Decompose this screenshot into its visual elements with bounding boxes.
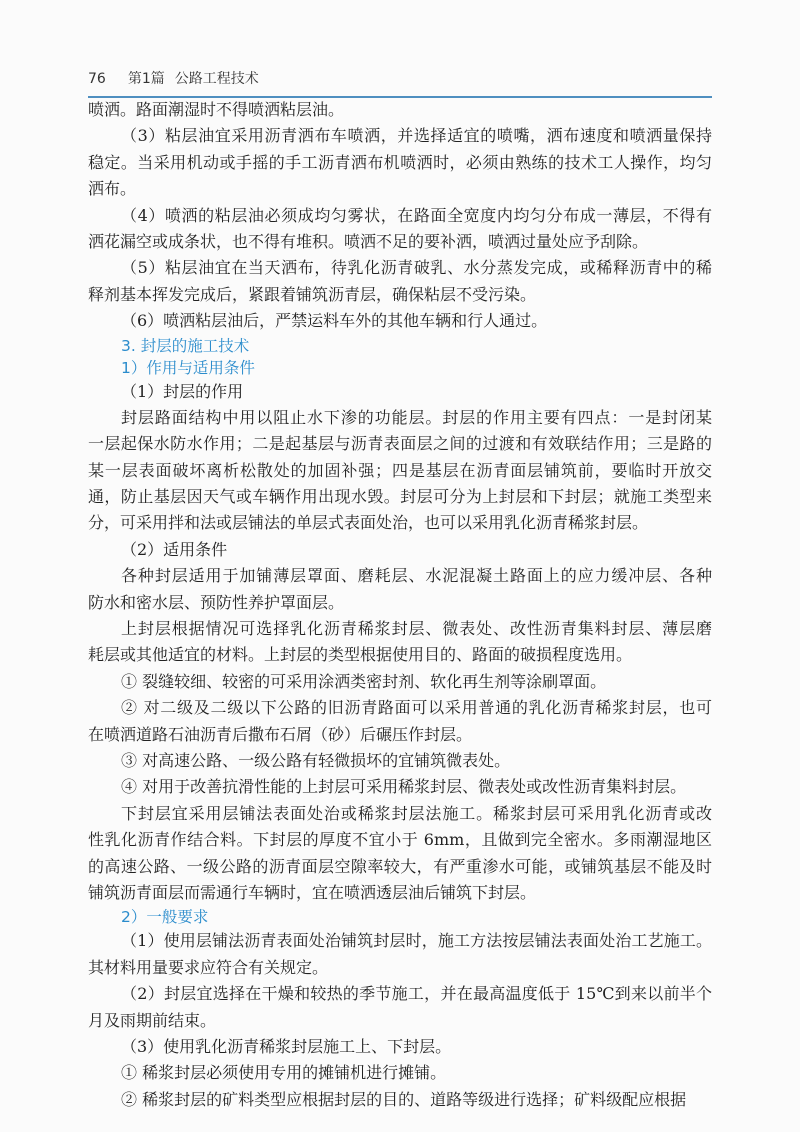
text-line: 的高速公路、一级公路的沥青面层空隙率较大，有严重渗水可能，或铺筑基层不能及时 xyxy=(88,856,712,876)
paragraph xyxy=(88,748,712,774)
text-line: （1）封层的作用 xyxy=(121,381,244,401)
text-line: 洒花漏空或成条状，也不得有堆积。喷洒不足的要补洒，喷洒过量处应予刮除。 xyxy=(88,231,649,251)
paragraph xyxy=(88,308,712,334)
paragraph xyxy=(88,695,712,748)
text-line: 某一层表面破坏离析松散处的加固补强；四是基层在沥青面层铺筑前，要临时开放交 xyxy=(88,460,712,480)
paragraph xyxy=(88,1060,712,1086)
running-header xyxy=(88,68,281,88)
paragraph xyxy=(88,669,712,695)
text-line: （1）使用层铺法沥青表面处治铺筑封层时，施工方法按层铺法表面处治工艺施工。 xyxy=(121,931,712,951)
text-line: 通，防止基层因天气或车辆作用出现水毁。封层可分为上封层和下封层；就施工类型来 xyxy=(88,487,712,507)
text-line: 防水和密水层、预防性养护罩面层。 xyxy=(88,592,345,612)
paragraph xyxy=(88,255,712,308)
text-line: 耗层或其他适宜的材料。上封层的类型根据使用目的、路面的破损程度选用。 xyxy=(88,645,633,665)
text-line: （5）粘层油宜在当天洒布，待乳化沥青破乳、水分蒸发完成，或稀释沥青中的稀 xyxy=(121,258,712,278)
paragraph xyxy=(88,537,712,563)
paragraph xyxy=(88,1034,712,1060)
text-line: （4）喷洒的粘层油必须成均匀雾状，在路面全宽度内均匀分布成一薄层，不得有 xyxy=(121,205,712,225)
page-number: 76 xyxy=(88,71,106,87)
part-label: 第1篇 xyxy=(127,71,165,87)
text-line: ③ 对高速公路、一级公路有轻微损坏的宜铺筑微表处。 xyxy=(121,750,511,770)
text-line: 喷洒。路面潮湿时不得喷洒粘层油。 xyxy=(88,100,345,119)
text-line: （2）适用条件 xyxy=(121,539,228,559)
body-text xyxy=(88,97,712,1113)
paragraph xyxy=(88,563,712,616)
paragraph xyxy=(88,616,712,669)
text-line: 一层起保水防水作用；二是起基层与沥青表面层之间的过渡和有效联结作用；三是路的 xyxy=(88,434,712,454)
section-heading xyxy=(88,357,712,379)
paragraph xyxy=(88,97,712,123)
paragraph xyxy=(88,928,712,981)
text-line: 上封层根据情况可选择乳化沥青稀浆封层、微表处、改性沥青集料封层、薄层磨 xyxy=(121,619,712,639)
book-title: 公路工程技术 xyxy=(174,71,259,87)
text-line: 稳定。当采用机动或手摇的手工沥青洒布机喷洒时，必须由熟练的技术工人操作，均匀 xyxy=(88,152,712,172)
text-line: 在喷洒道路石油沥青后撒布石屑（砂）后碾压作封层。 xyxy=(88,724,473,744)
text-line: 月及雨期前结束。 xyxy=(88,1010,217,1030)
section-heading xyxy=(88,335,712,357)
text-line: 封层路面结构中用以阻止水下渗的功能层。封层的作用主要有四点：一是封闭某 xyxy=(121,407,712,427)
paragraph xyxy=(88,981,712,1034)
paragraph xyxy=(88,801,712,907)
text-line: （3）粘层油宜采用沥青洒布车喷洒，并选择适宜的喷嘴，洒布速度和喷洒量保持 xyxy=(121,126,712,146)
text-line: 各种封层适用于加铺薄层罩面、磨耗层、水泥混凝土路面上的应力缓冲层、各种 xyxy=(121,566,712,586)
paragraph xyxy=(88,405,712,537)
paragraph xyxy=(88,774,712,800)
paragraph xyxy=(88,1087,712,1113)
text-line: ② 稀浆封层的矿料类型应根据封层的目的、道路等级进行选择；矿料级配应根据 xyxy=(121,1089,687,1109)
text-line: ① 稀浆封层必须使用专用的摊铺机进行摊铺。 xyxy=(121,1063,447,1083)
paragraph xyxy=(88,379,712,405)
text-line: （2）封层宜选择在干燥和较热的季节施工，并在最高温度低于 15℃到来以前半个 xyxy=(121,984,712,1004)
text-line: ④ 对用于改善抗滑性能的上封层可采用稀浆封层、微表处或改性沥青集料封层。 xyxy=(121,777,687,797)
heading-text: 2）一般要求 xyxy=(121,908,209,927)
text-line: （6）喷洒粘层油后，严禁运料车外的其他车辆和行人通过。 xyxy=(121,311,548,331)
section-heading xyxy=(88,906,712,928)
text-line: （3）使用乳化沥青稀浆封层施工上、下封层。 xyxy=(121,1036,452,1056)
paragraph xyxy=(88,123,712,202)
text-line: 性乳化沥青作结合料。下封层的厚度不宜小于 6mm，且做到完全密水。多雨潮湿地区 xyxy=(88,830,712,850)
text-line: 分，可采用拌和法或层铺法的单层式表面处治，也可以采用乳化沥青稀浆封层。 xyxy=(88,513,649,533)
text-line: 洒布。 xyxy=(88,179,137,199)
text-line: 下封层宜采用层铺法表面处治或稀浆封层法施工。稀浆封层可采用乳化沥青或改 xyxy=(121,803,712,823)
text-line: 铺筑沥青面层而需通行车辆时，宜在喷洒透层油后铺筑下封层。 xyxy=(88,882,537,902)
text-line: 其材料用量要求应符合有关规定。 xyxy=(88,957,329,977)
text-line: 释剂基本挥发完成后，紧跟着铺筑沥青层，确保粘层不受污染。 xyxy=(88,284,537,304)
paragraph xyxy=(88,203,712,256)
text-line: ② 对二级及二级以下公路的旧沥青路面可以采用普通的乳化沥青稀浆封层，也可 xyxy=(121,698,712,718)
heading-text: 3. 封层的施工技术 xyxy=(121,336,250,355)
heading-text: 1）作用与适用条件 xyxy=(121,358,255,377)
text-line: ① 裂缝较细、较密的可采用涂洒类密封剂、软化再生剂等涂刷罩面。 xyxy=(121,671,607,691)
